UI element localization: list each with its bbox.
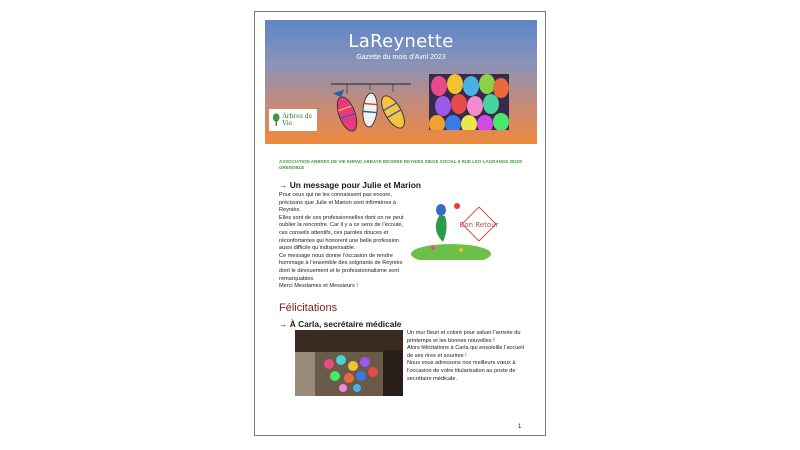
header-banner [265,20,537,144]
logo-label: Arbres de Vie [282,113,313,127]
paragraph: Pour ceux qui ne les connaissent pas encore, précisons que Julie et Marion sont infirmières à Reyniès. [279,192,396,214]
easter-eggs-photo [429,74,509,130]
section-body-julie-marion [279,192,405,291]
fish-illustration [327,80,413,138]
gazette-subtitle: Gazette du mois d’Avril 2023 [356,54,446,61]
gazette-title: LaReynette [348,31,454,52]
section-title-felicitations: Félicitations [279,302,338,314]
tree-icon [272,112,280,128]
flower-wall-photo [295,330,403,396]
paragraph: Merci Mesdames et Messieurs ! [279,283,358,290]
bon-retour-illustration [411,198,503,260]
section-body-carla [407,330,525,383]
paragraph: Un mur fleuri et coloré pour saluer l’arrivée du printemps et les bonnes nouvelles ! [407,330,521,344]
section-heading-julie-marion: → Un message pour Julie et Marion [279,180,421,190]
document-page [254,11,546,436]
arbres-de-vie-logo [269,109,317,131]
paragraph: Alors félicitations à Carla qui ensoleille l’accueil de ses rires et sourires ! [407,345,524,359]
section-heading-carla: → À Carla, secrétaire médicale [279,319,402,329]
paragraph: Elles sont de ces professionnelles dont on ne peut oublier la rencontre. Car il y a ce sens de l’écoute, ces conseils attentifs, ces paroles douces et réconfortantes qui honorent une belle profession aussi difficile qu’indispensable. [279,214,404,252]
paragraph: Nous vous adressons nos meilleurs vœux à l’occasion de votre titularisation au poste de secrétaire médicale. [407,360,516,382]
association-address: ASSOCIATION ARBRES DE VIE EHPAD ABBAYE BEVIERE REYNIES SIEGE SOCIAL 6 RUE LEO LAGRANGE 38100 GRENOBLE [279,159,522,170]
paragraph: Ce message nous donne l’occasion de rendre hommage à l’ensemble des soignants de Reyniès dont le dévouement et le professionnalisme sont remarquables. [279,252,403,282]
bon-retour-text: Bon Retour [459,221,499,229]
page-number: 1 [518,424,522,430]
